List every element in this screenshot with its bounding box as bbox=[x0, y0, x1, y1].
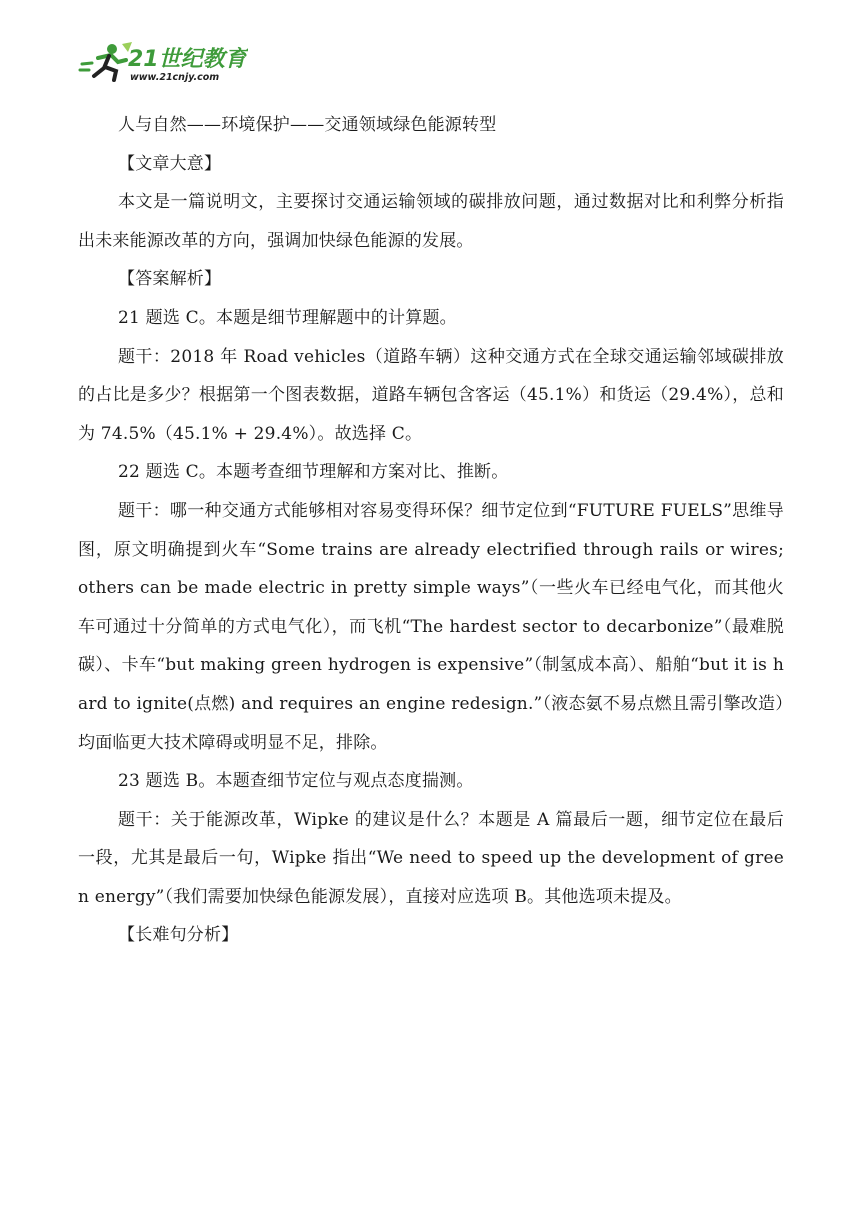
document-title: 人与自然——环境保护——交通领域绿色能源转型 bbox=[118, 115, 497, 135]
q23-explanation: 题干：关于能源改革，Wipke 的建议是什么？本题是 A 篇最后一题，细节定位在最后一段，尤其是最后一句，Wipke 指出“We need to speed up the development of green energy”（我们需要加快绿色能源发展），直接对应选项 B。其他选项未提及。 bbox=[78, 809, 784, 907]
section-heading-summary: 【文章大意】 bbox=[118, 153, 222, 174]
section-heading-sentences: 【长难句分析】 bbox=[118, 925, 239, 946]
section-heading-answers: 【答案解析】 bbox=[118, 269, 222, 290]
q21-heading: 21 题选 C。本题是细节理解题中的计算题。 bbox=[118, 307, 457, 328]
q22-explanation: 题干：哪一种交通方式能够相对容易变得环保？细节定位到“FUTURE FUELS”思维导图，原文明确提到火车“Some trains are already electrified through rails or wires; others can be made electric in pretty simple ways”（一些火车已经电气化，而其他火车可通过十分简单的方式电气化），而飞机“The hardest sector to decarbonize”（最难脱碳）、卡车“but making green hydrogen is expensive”（制氢成本高）、船舶“but it is hard to ignite(点燃) and requires an engine redesign.”（液态氨不易点燃且需引擎改造）均面临更大技术障碍或明显不足，排除。 bbox=[78, 500, 784, 753]
document-body bbox=[78, 106, 784, 955]
logo bbox=[78, 40, 248, 84]
q21-explanation: 题干：2018 年 Road vehicles（道路车辆）这种交通方式在全球交通运输邻域碳排放的占比是多少？根据第一个图表数据，道路车辆包含客运（45.1%）和货运（29.4%），总和为 74.5%（45.1% + 29.4%）。故选择 C。 bbox=[78, 346, 784, 444]
q22-heading: 22 题选 C。本题考查细节理解和方案对比、推断。 bbox=[118, 462, 509, 483]
q23-heading: 23 题选 B。本题查细节定位与观点态度揣测。 bbox=[118, 771, 474, 792]
logo-brand-text: 21世纪教育 bbox=[128, 47, 247, 72]
logo-runner-icon bbox=[78, 40, 248, 84]
summary-paragraph: 本文是一篇说明文，主要探讨交通运输领域的碳排放问题，通过数据对比和利弊分析指出未来能源改革的方向，强调加快绿色能源的发展。 bbox=[78, 192, 784, 251]
logo-url-text: www.21cnjy.com bbox=[130, 72, 220, 83]
